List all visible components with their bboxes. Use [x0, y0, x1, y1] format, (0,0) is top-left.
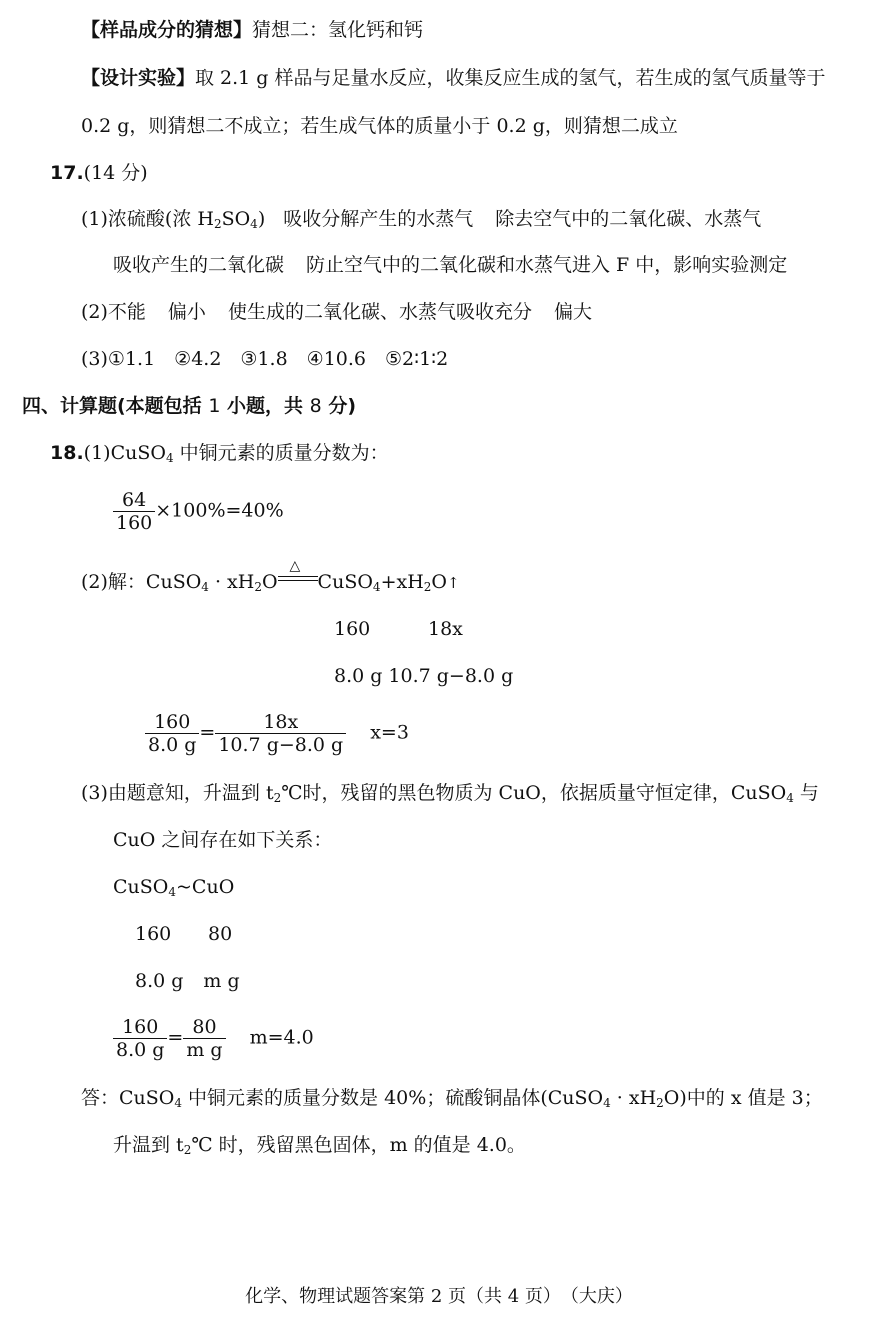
- fraction-denominator: 8.0 g: [116, 1039, 165, 1061]
- eq-product-2: +xH: [380, 571, 424, 593]
- subscript: 2: [273, 791, 282, 805]
- mass-a: 8.0 g: [334, 665, 383, 687]
- subscript: 4: [786, 791, 794, 805]
- design-experiment-text: 取 2.1 g 样品与足量水反应，收集反应生成的氢气，若生成的氢气质量等于: [195, 67, 826, 89]
- q18-part1-pre: (1)CuSO: [83, 442, 166, 464]
- molar-mass-row-1b: [428, 617, 463, 641]
- q18-part3-line1: [81, 781, 819, 810]
- subscript: 2: [183, 1143, 192, 1157]
- q17-part2-a: 偏小: [167, 301, 206, 323]
- q17-part1-answer-a: 吸收分解产生的水蒸气: [283, 208, 474, 230]
- equals-sign: =: [167, 1026, 184, 1049]
- q18-part3-mid: ℃时，残留的黑色物质为 CuO，依据质量守恒定律，CuSO: [281, 782, 787, 804]
- subscript: 4: [372, 580, 381, 594]
- question-17-number: 17.: [50, 162, 84, 184]
- gas-arrow-icon: ↑: [447, 574, 460, 592]
- fraction: [113, 1016, 167, 1061]
- answer-mid-2: · xH: [610, 1087, 657, 1109]
- section-4-heading: [22, 394, 356, 418]
- answer-pre: 答：CuSO: [81, 1087, 175, 1109]
- sample-guess-heading: 【样品成分的猜想】: [81, 19, 253, 41]
- subscript: 4: [174, 1096, 183, 1110]
- mass-row-1: [334, 664, 513, 688]
- fraction-numerator: 80: [183, 1016, 225, 1039]
- subscript: 2: [656, 1096, 664, 1110]
- q17-part2: [81, 300, 592, 324]
- molar-mass-row-1: [334, 617, 370, 641]
- q17-part1-answer-d: 防止空气中的二氧化碳和水蒸气进入 F 中，影响实验测定: [306, 254, 788, 276]
- fraction-line-3: [113, 1016, 314, 1061]
- design-experiment-heading: 【设计实验】: [81, 67, 196, 89]
- fraction-line-1: [113, 489, 284, 534]
- subscript: 4: [168, 885, 177, 899]
- answer-line-1: [81, 1086, 823, 1115]
- subscript: 2: [254, 580, 262, 594]
- section-4-pre: 四、计算题(本题包括: [22, 395, 209, 417]
- design-experiment-line-2: 0.2 g，则猜想二不成立；若生成气体的质量小于 0.2 g，则猜想二成立: [81, 115, 678, 137]
- subscript: 4: [165, 451, 174, 465]
- answer-post: O)中的 x 值是 3；: [663, 1087, 823, 1109]
- mass-a: 8.0 g: [135, 970, 184, 992]
- sample-guess-text: 猜想二：氢化钙和钙: [252, 19, 424, 41]
- subscript: 4: [201, 580, 209, 594]
- section-4-mid: 小题，共: [220, 395, 310, 417]
- subscript: 2: [423, 580, 432, 594]
- eq-product: CuSO: [317, 571, 373, 593]
- question-18-number: 18.: [50, 442, 84, 464]
- molar-mass-a: 160: [334, 618, 371, 640]
- fraction: [215, 711, 346, 756]
- subscript: 4: [250, 217, 258, 231]
- relation-line: [113, 875, 234, 904]
- q17-part1-answer-c: 吸收产生的二氧化碳: [113, 254, 285, 276]
- section-4-score: 8: [309, 395, 322, 417]
- fraction-result: x=3: [370, 721, 409, 744]
- q17-part2-b: 使生成的二氧化碳、水蒸气吸收充分: [227, 301, 532, 323]
- equals-sign: =: [199, 721, 216, 744]
- eq-reactant-3: O: [261, 571, 278, 593]
- reaction-equals-sign: [278, 558, 318, 584]
- page-footer: 化学、物理试题答案第 2 页（共 4 页） （大庆）: [245, 1286, 633, 1307]
- q18-part3-pre: (3)由题意知，升温到 t: [81, 782, 274, 804]
- q17-part3: (3)①1.1 ②4.2 ③1.8 ④10.6 ⑤2∶1∶2: [81, 348, 449, 370]
- fraction-result: ×100%=40%: [155, 499, 284, 522]
- fraction-denominator: m g: [186, 1039, 223, 1061]
- eq-reactant-2: · xH: [208, 571, 255, 593]
- answer2-pre: 升温到 t: [113, 1134, 184, 1156]
- molar-mass-row-2b: [208, 922, 232, 946]
- question-17-header: [50, 161, 148, 185]
- question-18-part1: [50, 441, 389, 470]
- molar-mass-a: 160: [135, 923, 172, 945]
- answer2-post: ℃ 时，残留黑色固体，m 的值是 4.0。: [191, 1134, 526, 1156]
- molar-mass-b: 18x: [428, 618, 463, 640]
- fraction-result: m=4.0: [249, 1026, 314, 1049]
- design-experiment-line: [81, 66, 826, 90]
- eq-product-3: O: [431, 571, 447, 593]
- answer-line-2: [113, 1133, 526, 1162]
- subscript: 4: [603, 1096, 611, 1110]
- molar-mass-b: 80: [208, 923, 233, 945]
- heat-symbol: △: [289, 558, 301, 574]
- mass-row-2: [135, 969, 240, 993]
- q17-part1-line2: [113, 253, 787, 277]
- q17-part2-pre: (2)不能: [81, 301, 146, 323]
- fraction-denominator: 160: [116, 512, 153, 534]
- fraction: [145, 711, 199, 756]
- section-4-count: 1: [208, 395, 221, 417]
- mass-b: 10.7 g−8.0 g: [388, 665, 514, 687]
- fraction-numerator: 18x: [215, 711, 346, 734]
- eq-reactant: (2)解：CuSO: [81, 571, 202, 593]
- fraction-numerator: 160: [113, 1016, 167, 1039]
- q17-part1-mid: SO: [221, 208, 251, 230]
- fraction-denominator: 8.0 g: [148, 734, 197, 756]
- q17-part1-post: ): [257, 208, 266, 230]
- equation-line: [81, 558, 460, 599]
- fraction-line-2: [145, 711, 409, 756]
- molar-mass-row-2: [135, 922, 171, 946]
- fraction: [183, 1016, 225, 1061]
- mass-b: m g: [203, 970, 240, 992]
- q17-part2-c: 偏大: [553, 301, 592, 323]
- question-17-score: (14 分): [83, 162, 148, 184]
- relation-a: CuSO: [113, 876, 169, 898]
- q18-part3-line2: CuO 之间存在如下关系：: [113, 829, 333, 851]
- section-4-post: 分): [321, 395, 357, 417]
- fraction-denominator: 10.7 g−8.0 g: [218, 734, 344, 756]
- fraction: [113, 489, 155, 534]
- q18-part3-post: 与: [793, 782, 819, 804]
- q18-part1-post: 中铜元素的质量分数为：: [173, 442, 389, 464]
- fraction-numerator: 160: [145, 711, 199, 734]
- q17-part1-line1: [81, 207, 761, 236]
- fraction-numerator: 64: [113, 489, 155, 512]
- q17-part1-pre: (1)浓硫酸(浓 H: [81, 208, 214, 230]
- sample-guess-line: [81, 18, 423, 42]
- answer-mid: 中铜元素的质量分数是 40%；硫酸铜晶体(CuSO: [182, 1087, 604, 1109]
- subscript: 2: [213, 217, 222, 231]
- relation-b: ~CuO: [176, 876, 235, 898]
- q17-part1-answer-b: 除去空气中的二氧化碳、水蒸气: [495, 208, 762, 230]
